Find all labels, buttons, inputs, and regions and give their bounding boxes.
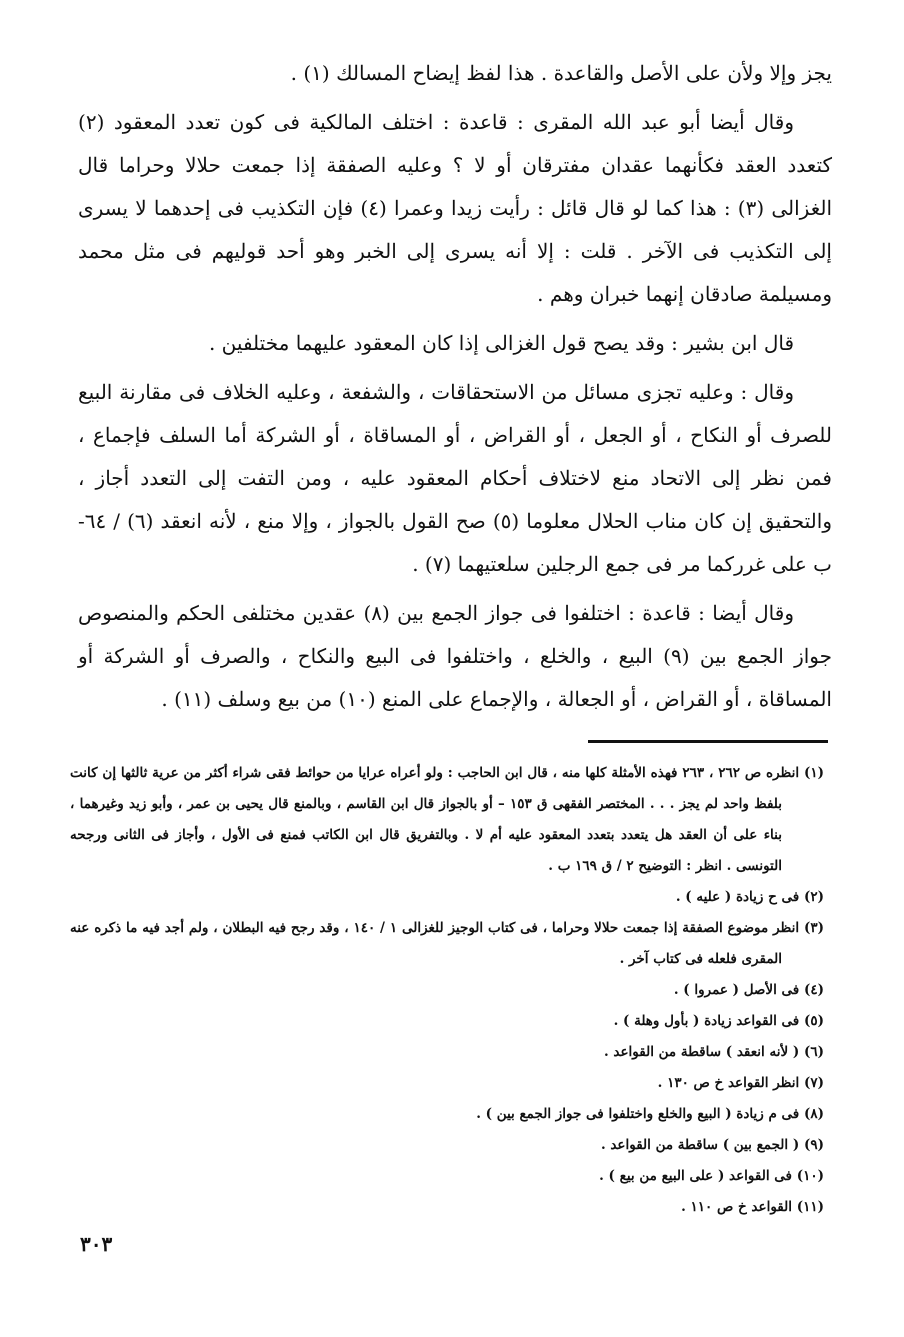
footnote-6: (٦) ( لأنه انعقد ) ساقطة من القواعد . [603, 1044, 824, 1060]
footnote-3: (٣) انظر موضوع الصفقة إذا جمعت حلالا وحراما ، فى كتاب الوجيز للغزالى ١ / ١٤٠ ، وقد رجح فيه البطلان ، ولم أجد فيه ما ذكره عنه المقرى فلعله فى كتاب آخر . [70, 920, 824, 967]
page-number: ٣٠٣ [80, 1232, 113, 1256]
paragraph-jam-aqdayn: وقال أيضا : قاعدة : اختلفوا فى جواز الجمع بين (٨) عقدين مختلفى الحكم والمنصوص جواز الجمع بين (٩) البيع ، والخلع ، واختلفوا فى البيع والنكاح ، والصرف أو الشركة أو المساقاة ، أو القراض ، أو الجعالة ، والإجماع على المنع (١٠) من بيع وسلف (١١) . [78, 601, 832, 711]
footnotes [70, 758, 824, 1223]
footnote-11: (١١) القواعد خ ص ١١٠ . [681, 1199, 824, 1215]
footnote-5: (٥) فى القواعد زيادة ( بأول وهلة ) . [613, 1013, 824, 1029]
footnote-1: (١) انظره ص ٢٦٢ ، ٢٦٣ فهذه الأمثلة كلها منه ، قال ابن الحاجب : ولو أعراه عرايا من حوائط فقى شراء أكثر من عرية ثالثها إن كانت بلفظ واحد لم يجز . . . المختصر الفقهى ق ١٥٣ – أو بالجواز قال ابن القاسم ، وبالمنع قال يحيى بن عمر ، وأبو زيد وغيرهما ، بناء على أن العقد هل يتعدد بتعدد المعقود عليه أم لا . وبالتفريق قال ابن الكاتب فمنع فى الأول ، وأجاز فى الثانى ورجحه التونسى . انظر : التوضيح ٢ / ق ١٦٩ ب . [70, 765, 825, 874]
paragraph-istihqaqat: وقال : وعليه تجزى مسائل من الاستحقاقات ، والشفعة ، وعليه الخلاف فى مقارنة البيع للصرف أو النكاح ، أو الجعل ، أو القراض ، أو المساقاة ، أو الشركة أما السلف فإجماع ، فمن نظر إلى الاتحاد منع لاختلاف أحكام المعقود عليه ، ومن التفت إلى التعدد أجاز ، والتحقيق إن كان مناب الحلال معلوما (٥) صح القول بالجواز ، وإلا منع ، لأنه انعقد (٦) / ٦٤-ب على غرركما مر فى جمع الرجلين سلعتيهما (٧) . [78, 380, 833, 576]
footnote-8: (٨) فى م زيادة ( البيع والخلع واختلفوا فى جواز الجمع بين ) . [476, 1106, 824, 1122]
footnote-7: (٧) انظر القواعد خ ص ١٣٠ . [657, 1075, 824, 1091]
paragraph-muqri-rule: وقال أيضا أبو عبد الله المقرى : قاعدة : اختلف المالكية فى كون تعدد المعقود (٢) كتعدد العقد فكأنهما عقدان مفترقان أو لا ؟ وعليه الصفقة إذا جمعت حلالا وحراما قال الغزالى (٣) : هذا كما لو قال قائل : رأيت زيدا وعمرا (٤) فإن التكذيب فى إحدهما لا يسرى إلى التكذيب فى الآخر . قلت : إلا أنه يسرى إلى الخبر وهو أحد قوليهم فى مثل محمد ومسيلمة صادقان إنهما خبران وهم . [78, 110, 833, 306]
footnote-4: (٤) فى الأصل ( عمروا ) . [673, 982, 824, 998]
footnote-9: (٩) ( الجمع بين ) ساقطة من القواعد . [600, 1137, 824, 1153]
footnote-10: (١٠) فى القواعد ( على البيع من بيع ) . [599, 1168, 824, 1184]
paragraph-ibn-bashir: قال ابن بشير : وقد يصح قول الغزالى إذا كان المعقود عليهما مختلفين . [208, 331, 794, 355]
footnote-separator [588, 740, 828, 743]
main-text [78, 52, 832, 721]
paragraph-continuation: يجز وإلا ولأن على الأصل والقاعدة . هذا لفظ إيضاح المسالك (١) . [290, 61, 832, 85]
footnote-2: (٢) فى ح زيادة ( عليه ) . [675, 889, 824, 905]
